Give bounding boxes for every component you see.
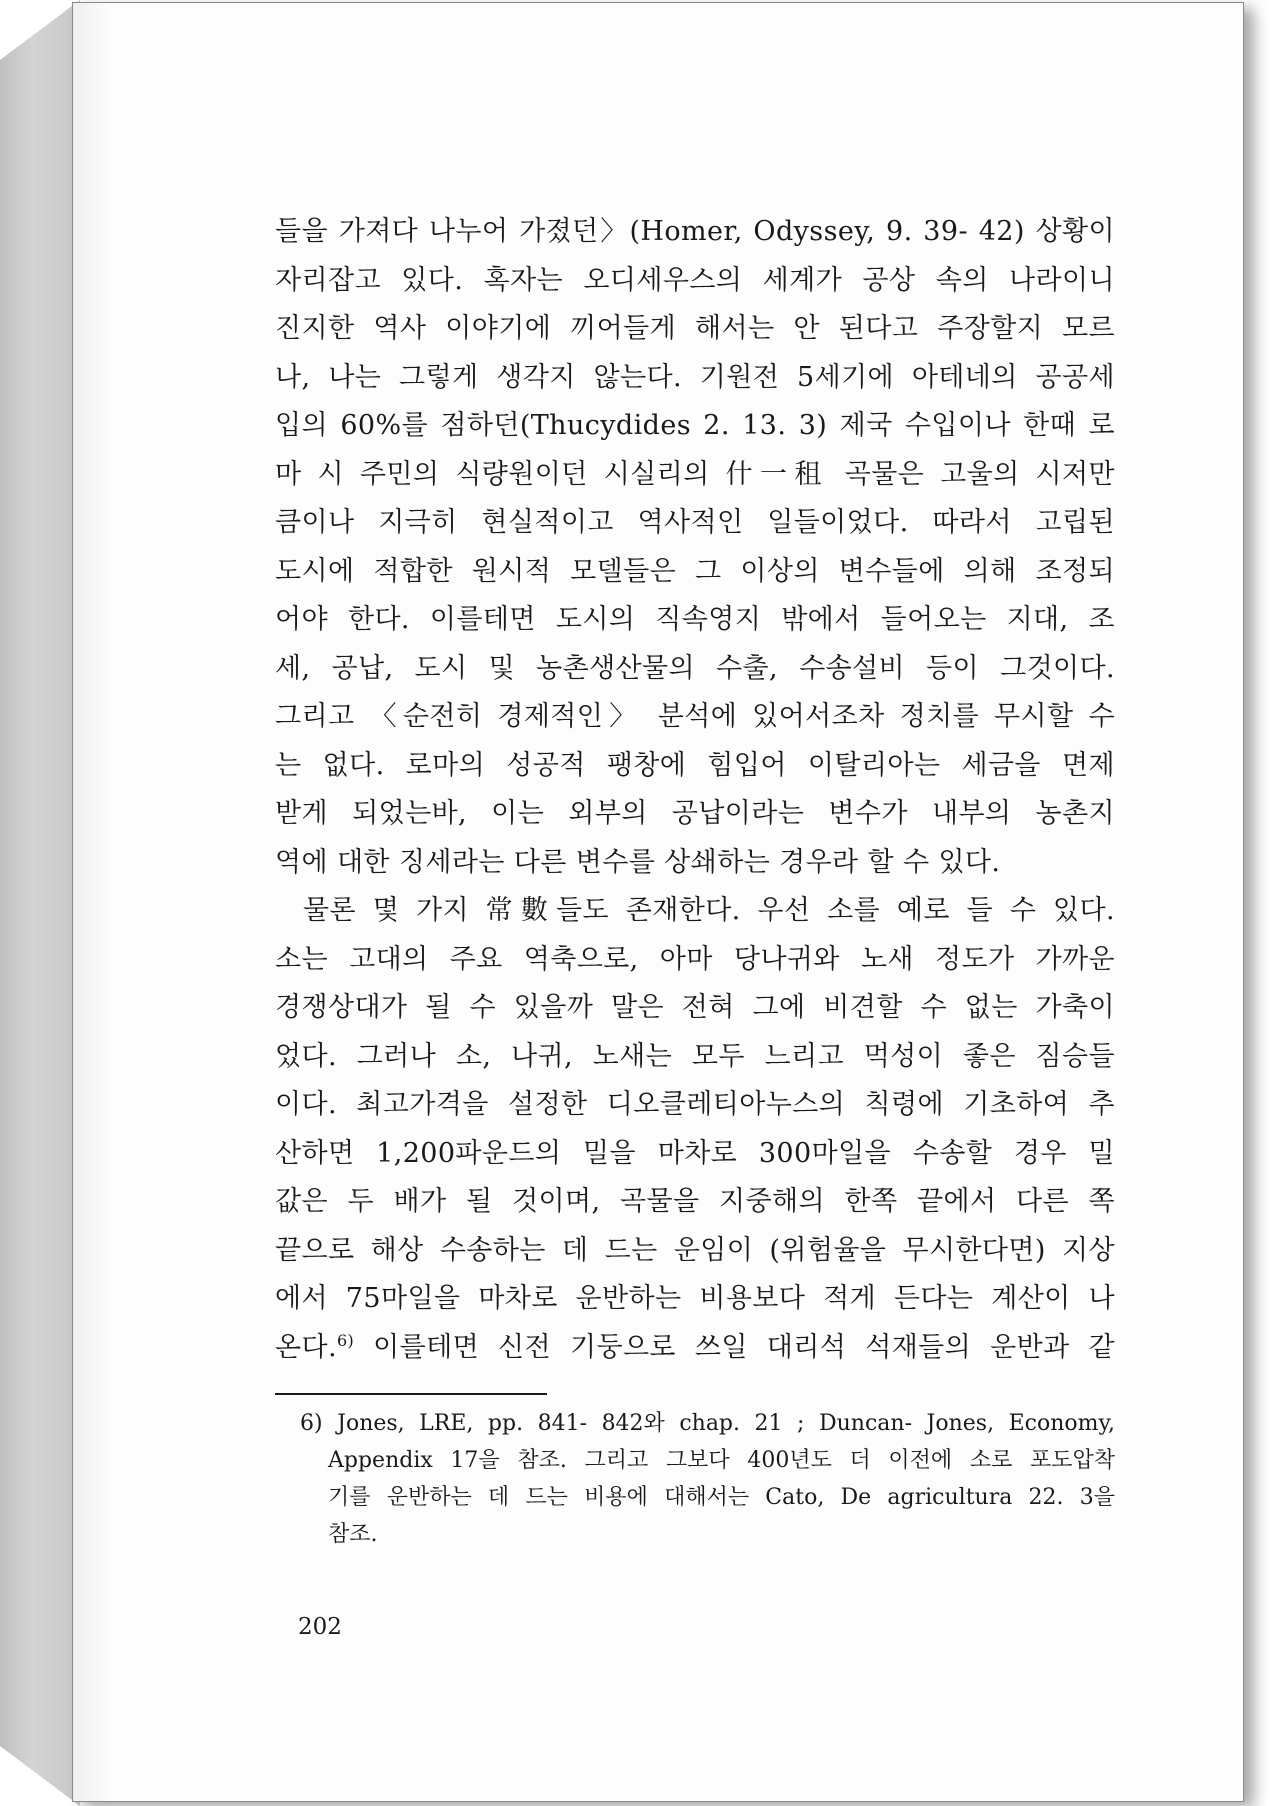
body-line: 값은 두 배가 될 것이며, 곡물을 지중해의 한쪽 끝에서 다른 쪽 bbox=[275, 1186, 1115, 1217]
body-line: 진지한 역사 이야기에 끼어들게 해서는 안 된다고 주장할지 모르 bbox=[275, 313, 1115, 344]
footnote-line: Appendix 17을 참조. 그리고 그보다 400년도 더 이전에 소로 포도압착 bbox=[328, 1448, 1115, 1473]
footnote-marker: 6) bbox=[300, 1411, 323, 1436]
body-line: 자리잡고 있다. 혹자는 오디세우스의 세계가 공상 속의 나라이니 bbox=[275, 264, 1115, 296]
body-line: 었다. 그러나 소, 나귀, 노새는 모두 느리고 먹성이 좋은 짐승들 bbox=[275, 1040, 1115, 1072]
body-line: 그리고 〈순전히 경제적인〉 분석에 있어서조차 정치를 무시할 수 bbox=[275, 701, 1115, 732]
paragraph-first-line: 물론 몇 가지 常數들도 존재한다. 우선 소를 예로 들 수 있다. bbox=[303, 895, 1115, 926]
footnote-divider bbox=[275, 1393, 547, 1395]
footnote-reference[interactable]: 6) bbox=[336, 1330, 355, 1350]
body-line: 끝으로 해상 수송하는 데 드는 운임이 (위험율을 무시한다면) 지상 bbox=[275, 1234, 1115, 1266]
footnote-line: 기를 운반하는 데 드는 비용에 대해서는 Cato, De agricultura 22. 3을 bbox=[328, 1485, 1115, 1510]
body-line: 입의 60%를 점하던(Thucydides 2. 13. 3) 제국 수입이나 한때 로 bbox=[275, 410, 1115, 441]
body-line: 온다.$^{6)}$ 이를테면 신전 기둥으로 쓰일 대리석 석재들의 운반과 같 bbox=[275, 1330, 1115, 1363]
body-line: 나, 나는 그렇게 생각지 않는다. 기원전 5세기에 아테네의 공공세 bbox=[275, 361, 1115, 393]
footnotes bbox=[300, 1405, 1115, 1553]
body-line: 산하면 1,200파운드의 밀을 마차로 300마일을 수송할 경우 밀 bbox=[275, 1137, 1115, 1169]
body-line: 소는 고대의 주요 역축으로, 아마 당나귀와 노새 정도가 가까운 bbox=[275, 943, 1115, 975]
page-gutter-shade bbox=[73, 3, 113, 1801]
footnote-line: 참조. bbox=[328, 1522, 378, 1547]
body-line: 도시에 적합한 원시적 모델들은 그 이상의 변수들에 의해 조정되 bbox=[275, 555, 1115, 587]
body-line: 마 시 주민의 식량원이던 시실리의 什一租 곡물은 고울의 시저만 bbox=[275, 458, 1115, 490]
book-edge bbox=[0, 0, 80, 1806]
body-line: 이다. 최고가격을 설정한 디오클레티아누스의 칙령에 기초하여 추 bbox=[275, 1089, 1115, 1120]
body-line: 에서 75마일을 마차로 운반하는 비용보다 적게 든다는 계산이 나 bbox=[275, 1283, 1115, 1314]
body-line: 큼이나 지극히 현실적이고 역사적인 일들이었다. 따라서 고립된 bbox=[275, 507, 1115, 538]
body-line: 들을 가져다 나누어 가졌던〉(Homer, Odyssey, 9. 39- 42) 상황이 bbox=[275, 216, 1115, 247]
body-line: 어야 한다. 이를테면 도시의 직속영지 밖에서 들어오는 지대, 조 bbox=[275, 604, 1115, 635]
body-line: 세, 공납, 도시 및 농촌생산물의 수출, 수송설비 등이 그것이다. bbox=[275, 652, 1115, 684]
page-number: 202 bbox=[298, 1614, 342, 1640]
body-line: 는 없다. 로마의 성공적 팽창에 힘입어 이탈리아는 세금을 면제 bbox=[275, 749, 1115, 781]
body-line: 받게 되었는바, 이는 외부의 공납이라는 변수가 내부의 농촌지 bbox=[275, 798, 1115, 829]
body-line: 경쟁상대가 될 수 있을까 말은 전혀 그에 비견할 수 없는 가축이 bbox=[275, 992, 1115, 1023]
footnote-line: 6) Jones, LRE, pp. 841- 842와 chap. 21 ; Duncan- Jones, Economy, bbox=[300, 1411, 1115, 1436]
body-text bbox=[275, 208, 1115, 1372]
paragraph-last-line: 역에 대한 징세라는 다른 변수를 상쇄하는 경우라 할 수 있다. bbox=[275, 846, 1001, 878]
